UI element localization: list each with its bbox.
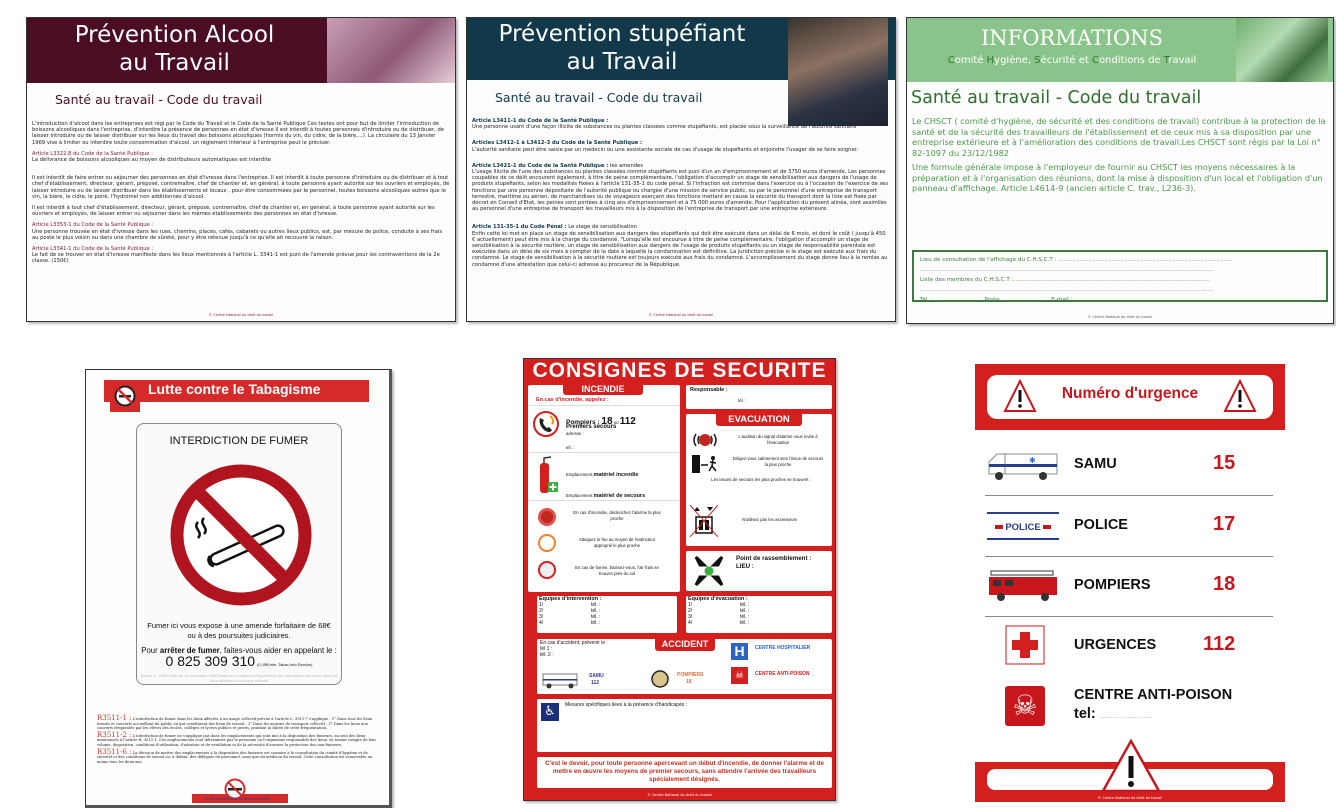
tabac-call-bold: arrêter de fumer: [159, 646, 220, 655]
hospital-icon: H: [731, 643, 748, 660]
centre-hospitalier-label: CENTRE HOSPITALIER: [755, 645, 811, 651]
tabac-panel: [136, 423, 342, 685]
devoir-text: C'est le devoir, pour toute personne apercevant un début d'incendie, de donner l'alarme et de mettre en œuvre les moyens de premier secours, sans attendre l'arrivée des travailleurs spécialement désignés.: [545, 760, 824, 783]
alcool-article1-text: La délivrance de boissons alcooliques au moyen de distributeurs automatiques est interdite: [32, 157, 271, 164]
handicap-box: [537, 699, 832, 752]
team-row: 2/ tél. :: [539, 608, 601, 614]
phone-fire-icon: [533, 411, 559, 437]
fight-fire-icon: [538, 534, 556, 552]
tabac-phone-note: (0,15€/min. Tabac Info Service): [257, 662, 313, 667]
stupefiant-art3-suffix: les amendes: [610, 162, 643, 169]
urgence-row-samu: [985, 436, 1273, 496]
skull-poison-icon: ☠: [1005, 686, 1045, 726]
alcool-banner: [27, 18, 455, 83]
responsable-tel: tél. :: [738, 398, 747, 403]
ambulance-icon: [541, 671, 581, 689]
accident-tab: ACCIDENT: [655, 638, 715, 651]
stupefiant-art1-title: Article L3411-1 du Code de la Santé Publique :: [472, 118, 609, 124]
stupefiant-art4-title: Article 131-35-1 du Code Pénal :: [472, 224, 567, 231]
police-icon: [987, 512, 1059, 540]
team-row: 1/ tél. :: [688, 602, 750, 608]
urgence-label: POMPIERS: [1074, 577, 1151, 593]
alcool-title: [27, 21, 322, 77]
smoke-crouch-icon: [538, 561, 556, 579]
alcool-para3: Il est interdit à tout chef d'établissement, directeur, gérant, préposé, contremaître, chef de chantier et, en général, à toute personne ayant autorité sur les ouvriers et employés, de laisser entrer ou séjourner dans les mêmes établissements des personnes en état d'ivresse.: [32, 205, 435, 218]
poster-numero-urgence: [975, 362, 1285, 808]
antipoison-tel-label: tel:: [1074, 706, 1096, 722]
equipes-evacuation-box: [686, 596, 832, 633]
alcool-title-line1: Prévention Alcool: [74, 22, 275, 48]
poster-lutte-tabagisme: [85, 369, 392, 808]
team-row: 3/ tél. :: [688, 614, 750, 620]
alcool-photo: [327, 18, 455, 83]
equipes-intervention-label: Equipes d'intervention :: [539, 596, 602, 602]
chsct-para1: Le CHSCT ( comité d'hygiène, de sécurité et des conditions de travail) contribue à la protection de la santé et de la sécurité des travailleurs de l'établissement et de ceux mis à sa disposition par une entreprise extérieure et à l'amélioration des conditions de travail.Les CHSCT sont régis par la Loi n° 82-1097 du 23/12/1982: [912, 116, 1326, 158]
urgence-label: URGENCES: [1074, 637, 1157, 653]
no-elevator-icon: [690, 505, 718, 537]
alcool-credit: © Centre National du droit du travail: [208, 313, 274, 317]
fumee-instruction: En cas de fumée, baissez-vous, l'air frais se trouves près du sol: [575, 565, 659, 576]
centre-antipoison-label: CENTRE ANTI-POISON: [755, 671, 810, 677]
alcool-article1-title: Article L3322.8 du Code de la Santé Publique :: [32, 150, 153, 157]
alcool-subtitle: Santé au travail - Code du travail: [55, 92, 263, 107]
rassemblement-label: Point de rassemblement :: [736, 555, 812, 562]
tabac-decree-note: Décret n° 2006-1386 du 15 novembre 2006 fixant les conditions d'application de l'interdiction de fumer dans les lieux affectés à un usage collectif: [140, 673, 338, 683]
chsct-photo: [1236, 18, 1328, 82]
chsct-sub-rest: écurité et: [1040, 55, 1092, 66]
urgence-label: POLICE: [1074, 517, 1128, 533]
emergency-112-number: 112: [619, 416, 636, 427]
exit-door-icon: [692, 455, 720, 473]
stupefiant-art2-title: Articles L3412-1 à L3412-3 du Code de la Santé Publique :: [472, 140, 643, 147]
stupefiant-art3-title: Article L3421-1 du Code de la Santé Publique :: [472, 162, 609, 169]
samu-number: 112: [591, 680, 600, 686]
firefighter-helmet-icon: [650, 669, 670, 689]
team-row: 3/ tél. :: [539, 614, 601, 620]
svg-text:✱: ✱: [1029, 456, 1036, 465]
tabac-fine-block: [137, 621, 341, 683]
wheelchair-icon: ♿: [541, 703, 559, 721]
stupefiant-title-line2: au Travail: [566, 49, 678, 75]
evac-signal-text: L'audition du signal d'alarme vous invite à l'évacuation: [738, 434, 818, 445]
stupefiant-art4-suffix: Le stage de sensibilisation: [568, 224, 637, 231]
equipes-intervention-box: [537, 596, 677, 633]
pompiers-accident-number: 18: [686, 679, 692, 685]
tabac-rule: [97, 747, 378, 765]
urgence-row-urgences: [985, 617, 1273, 677]
alarme-instruction: En cas d'incendie, déclenchez l'alarme la plus proche: [573, 510, 661, 521]
stupefiant-subtitle: Santé au travail - Code du travail: [495, 90, 703, 105]
tabac-rule-code: R3511-6 :: [97, 747, 132, 756]
tabac-rule-code: R3511-2 :: [97, 730, 132, 739]
evac-ascenseurs-text: N'utilisez pas les ascenseurs: [742, 517, 798, 522]
alcool-article3-title: Article L3341-1 du Code de la Santé Publique :: [32, 246, 154, 253]
ambulance-icon: [987, 448, 1059, 482]
alcool-article2-title: Article L3353-1 du Code de la Santé Publique :: [32, 222, 154, 229]
fire-truck-icon: [987, 569, 1059, 603]
alarm-button-icon: [538, 508, 556, 526]
chsct-committee-name: [907, 55, 1237, 66]
ou-text: ou: [612, 420, 620, 425]
lieu-label: LIEU :: [736, 563, 754, 570]
urgence-credit: © Centre National du droit du travail: [1097, 796, 1163, 800]
red-cross-icon: [1005, 625, 1045, 665]
chsct-form-dots: .....................................................................................................................................................................: [920, 287, 1214, 293]
pompiers-accident-label: POMPIERS: [677, 672, 704, 678]
extincteur-instruction: Attaquez le feu au moyen de l'extincteur approprié le plus proche: [578, 537, 656, 548]
tabac-panel-title: INTERDICTION DE FUMER: [169, 435, 309, 447]
urgence-label: SAMU: [1074, 456, 1117, 472]
evac-issues-text: Les issues de secours les plus proches se trouvent :: [711, 477, 811, 482]
chsct-banner: [907, 18, 1333, 82]
chsct-sub-rest: ygiène,: [994, 55, 1035, 66]
team-row: 4/ tél. :: [688, 620, 750, 626]
consignes-title: CONSIGNES DE SECURITE: [532, 359, 827, 382]
stupefiant-art1-text: Une personne usant d'une façon illicite de substances ou plantes classées comme stupéfiants, est placée sous la surveillance de l'autorité sanitaire: [472, 124, 857, 131]
poison-icon: ☠: [731, 667, 748, 684]
emplacement-incendie: [566, 461, 638, 480]
chsct-sub-hl: S: [1034, 55, 1041, 66]
tabac-call-prefix: Pour: [141, 646, 160, 655]
warning-triangle-icon: [1100, 738, 1162, 794]
stupefiant-photo: [788, 18, 888, 126]
incendie-tab: INCENDIE: [563, 383, 643, 395]
chsct-sub-rest: omité: [954, 55, 987, 66]
stupefiant-art3-text: L'usage illicite de l'une des substances ou plantes classées comme stupéfiants est puni d'un an d'emprisonnement et de 3750 euros d'amende. Les personnes coupables de ce délit encourent également, à titre de peine complémentaire, l'obligation d'accomplir un stage de sensibilisation aux dangers de l'usage de produits stupéfiants, selon les modalités fixées à l'article 131-35-1 du code pénal. Si l'infraction est commise dans l'exercice ou à l'occasion de l'exercice de ses fonctions par une personne dépositaire de l'autorité publique ou chargée d'une mission de service public, ou par le personnel d'une entreprise de transport terrestre, maritime ou aérien, de marchandises ou de voyageurs exerçant des fonctions mettant en cause la sécurité du transport dont la liste est fixée par décret en Conseil d'Etat, les peines sont portées à cinq ans d'emprisonnement et à 75 000 euros d'amende. Pour l'application du présent alinéa, sont assimilés au personnel d'une entreprise de transport les travailleurs mis à la disposition de l'entreprise de transport par une entreprise extérieure.: [472, 169, 889, 213]
poster-prevention-stupefiant: [466, 17, 896, 322]
no-smoking-icon: [110, 380, 140, 412]
chsct-form-dots: .....................................................................................................................................................................: [920, 267, 1214, 273]
no-smoking-sign-icon: [168, 462, 314, 608]
evacuation-tab: EVACUATION: [716, 413, 802, 426]
samu-label: SAMU: [589, 673, 604, 679]
stupefiant-title-line1: Prévention stupéfiant: [498, 21, 746, 47]
urgence-header-inner: [987, 375, 1273, 419]
chsct-sub-rest: onditions de: [1098, 55, 1164, 66]
tabac-rule-text: L'interdiction de fumer dans les lieux affectés à un usage collectif prévue à l'article L. 3511-7 s'applique : 1° Dans tous les lieux fermés et couverts accueillant du public ou qui constituent des lieux de travail ; 2° Dans les moyens de transport collectif ; 3° Dans les lieux non couverts fréquentés par les élèves des écoles, collèges et lycées publics et privés, pendant la durée de cette fréquentation.: [97, 717, 373, 731]
premiers-secours-label: Premiers secours: [566, 424, 617, 430]
responsable-label: Responsable :: [690, 387, 728, 393]
chsct-sub-hl: H: [986, 55, 995, 66]
police-badge-text: POLICE: [1005, 522, 1041, 533]
accident-tel1: tél 1 :: [540, 646, 553, 652]
tabac-phone-number: 0 825 309 310: [165, 653, 256, 669]
chsct-form-liste: Liste des membres du C.H.S.C.T :..............................................................................................................: [920, 277, 1210, 283]
first-aid-icon: [548, 482, 558, 492]
emplacement-prefix: Emplacement: [566, 493, 594, 498]
emplacement-prefix: Emplacement: [566, 472, 594, 477]
urgence-row-pompiers: [985, 557, 1273, 617]
antipoison-tel-row: [1074, 706, 1151, 722]
tabac-rule: [97, 730, 378, 748]
tabac-phone-row: [137, 653, 341, 670]
poster-prevention-alcool: [26, 17, 456, 322]
tabac-header-title: Lutte contre le Tabagisme: [148, 381, 321, 397]
stupefiant-art2-text: L'autorité sanitaire peut être saisie par un médecin ou une assistante sociale de cas d'usage de stupéfiants et enjoindre l'usager de se faire soigner.: [472, 146, 858, 153]
urgence-number: 17: [1213, 513, 1236, 535]
tabac-fine-line1: Fumer ici vous expose à une amende forfaitaire de 68€: [147, 621, 331, 630]
urgence-title: Numéro d'urgence: [1061, 385, 1199, 402]
antipoison-tel-blank: ....... ....... ....... .......: [1099, 714, 1152, 720]
chsct-sub-rest: ravail: [1168, 55, 1197, 66]
alarm-signal-icon: [690, 431, 720, 449]
equipes-evacuation-label: Equipes d'évacuation :: [688, 596, 748, 602]
team-row: 2/ tél. :: [688, 608, 750, 614]
urgence-number: 15: [1213, 452, 1236, 474]
materiel-incendie-label: matériel incendie: [593, 472, 639, 478]
chsct-form-contact: Tél. : ........................... Poste : ......................... E-mail : ..........................................................: [920, 297, 1178, 303]
accident-box: [537, 639, 832, 694]
tabac-rule: [97, 716, 378, 731]
tabac-rule-code: R3511-1 :: [97, 714, 132, 722]
evac-dirigez-text: Dirigez-vous calmement vers l'issue de secours la plus proche: [732, 456, 824, 467]
tabac-credit: © Centre National du droit du travail: [205, 797, 270, 801]
urgence-row-police: [985, 497, 1273, 557]
incendie-en-cas: En cas d'incendie, appelez :: [536, 397, 609, 403]
chsct-credit: © Centre National du droit du travail: [1087, 315, 1153, 319]
alcool-article3-text: Le fait de se trouver en état d'ivresse manifeste dans les lieux mentionnés à l'article L. 3341-1 est puni de l'amende prévue pour les contraventions de la 2e classe. (150€): [32, 252, 440, 265]
devoir-box: [537, 757, 832, 788]
team-row: 1/ tél. :: [539, 602, 601, 608]
rassemblement-box: [686, 551, 832, 591]
chsct-title: INFORMATIONS: [980, 26, 1164, 50]
urgence-header: [975, 364, 1285, 430]
adresse-label: adresse :: [566, 431, 584, 436]
urgence-number: 18: [1213, 573, 1236, 595]
emplacement-secours: [566, 482, 645, 501]
assembly-point-icon: [694, 555, 724, 587]
stupefiant-title: [467, 20, 777, 76]
chsct-form: [912, 250, 1328, 302]
chsct-sub-hl: T: [1163, 55, 1169, 66]
antipoison-label: CENTRE ANTI-POISON: [1074, 687, 1233, 703]
materiel-secours-label: matériel de secours: [593, 493, 646, 499]
incendie-box: [528, 385, 680, 592]
accident-prevenir: En cas d'accident, prévenir le :: [540, 640, 608, 646]
tabac-fine-line2: ou à des poursuites judiciaires.: [187, 631, 291, 640]
stupefiant-art4-text: Enfin cette loi met en place un stage de sensibilisation aux dangers des stupéfiants qui doit être exécuté dans un délai de 6 mois, et dont le coût ( jusqu'à 450 € actuellement) peut être mis à la charge du condamné. "Lorsqu'elle est encourue à titre de peine complémentaire, l'obligation d'accomplir un stage de sensibilisation à la sécurité routière, un stage de sensibilisation aux dangers de l'usage de produits stupéfiants ou un stage de responsabilité parentale est exécutée dans un délai de six mois à compter de la date à laquelle la condamnation est définitive. La juridiction précise si le stage est exécuté aux frais du condamné. Le stage de sensibilisation à la sécurité routière est toujours exécuté aux frais du condamné. L'accomplissement du stage donne lieu à la remise au condamné d'une attestation que celui-ci adresse au procureur de la République.: [472, 230, 888, 268]
poster-chsct-informations: [906, 17, 1334, 324]
chsct-sub-hl: C: [1091, 55, 1099, 66]
alcool-para2: Il est interdit de faire entrer ou séjourner des personnes en état d'ivresse dans l'entreprise. Il est interdit à toute personne d'introduire ou de distribuer et à tout chef d'établissement, directeur, gérant, préposé, contremaître, chef de chantier et, en général, à toute personne ayant autorité sur les ouvriers et employés, de laisser introduire ou de laisser distribuer dans les établissements et locaux , pour être consommées par le personnel, toutes boissons alcooliques autres que le vin, la bière, le cidre, le poiré, l'hydromel non additionnés d'alcool.: [32, 175, 450, 200]
tabac-rules: [97, 716, 378, 764]
alcool-title-line2: au Travail: [119, 50, 230, 76]
pompiers-label: Pompiers :: [566, 419, 602, 426]
team-row: 4/ tél. :: [539, 620, 601, 626]
stupefiant-body: [472, 118, 890, 273]
chsct-subtitle: Santé au travail - Code du travail: [911, 88, 1202, 108]
alcool-intro: L'introduction d'alcool dans les entreprises est régi par le Code du Travail et le Code de la Santé Publique Ces textes ont pour but de limiter l'introduction de boissons alcooliques dans l'entreprise, d'interdire la présence de personnes en état d'ivresse Il est interdit à toutes personnes d'introduire ou de distribuer, de laisser introduire ou de laisser distribuer sur les lieux du travail des boissons alcooliques (hormis du vin, du cidre, de la bière,...). La circulaire du 13 Janvier 1969 vise à limiter ou interdire toute consommation d'alcool, un règlement intérieur à l'entreprise peut le préciser.: [32, 121, 444, 146]
chsct-form-lieu: Lieu de consultation de l'affichage du C.H.S.C.T : ..................................................................................................: [920, 257, 1233, 263]
alcool-article2-text: Une personne trouvée en état d'ivresse dans les rues, chemins, places, cafés, cabarets ou autres lieux publics, est, par mesure de police, conduite à ses frais au poste le plus voisin ou dans une chambre de sûreté, pour y être retenue jusqu'à ce qu'elle ait recouvré la raison.: [32, 228, 443, 241]
evacuation-box: [686, 414, 832, 546]
pompiers-number: 18: [601, 416, 613, 427]
accident-tel2: tél. 2 :: [540, 652, 554, 658]
urgence-number: 112: [1203, 633, 1236, 655]
handicap-label: Mesures spécifiques liées à la présence d'handicapés :: [565, 702, 688, 708]
chsct-para2: Une formule générale impose à l'employeur de fournir au CHSCT les moyens nécessaires à la préparation et à l'organisation des réunions, dont la mise à disposition d'un local et l'obligation d'un panneau d'affichage. Article L4614-9 (ancien article C. trav., L236-3).: [912, 162, 1323, 193]
consignes-credit: © Centre National du droit du travail: [647, 793, 712, 797]
tabac-rule-text: L'interdiction de fumer ne s'applique pas dans les emplacements qui sont mis à la disposition des fumeurs, au sein des lieux mentionnés à l'article R. 3511-1. Ces emplacements sont déterminés par la personne ou l'organisme responsable des lieux, en tenant compte de leur volume, disposition, conditions d'utilisation, d'aération et de ventilation et de la nécessité d'assurer la protection des non-fumeurs.: [97, 733, 377, 747]
responsable-box: [686, 385, 832, 409]
warning-triangle-icon: [1223, 378, 1257, 414]
stupefiant-credit: © Centre National du droit du travail: [648, 313, 714, 317]
alcool-body: [32, 121, 450, 270]
tabac-rule-text: La décision de mettre des emplacements à la disposition des fumeurs est soumise à la consultation du comité d'hygiène et de sécurité et des conditions de travail ou, à défaut, des délégués du personnel, ainsi que du médecin du travail. Cette consultation est renouvelée au moins tous les deux ans.: [97, 750, 373, 764]
poster-consignes-securite: [523, 358, 836, 801]
chsct-sub-hl: C: [947, 55, 955, 66]
tabac-call-suffix: , faites-vous aider en appelant le :: [219, 646, 337, 655]
tabac-header: [104, 380, 369, 402]
tel-label: tél. :: [566, 445, 575, 450]
